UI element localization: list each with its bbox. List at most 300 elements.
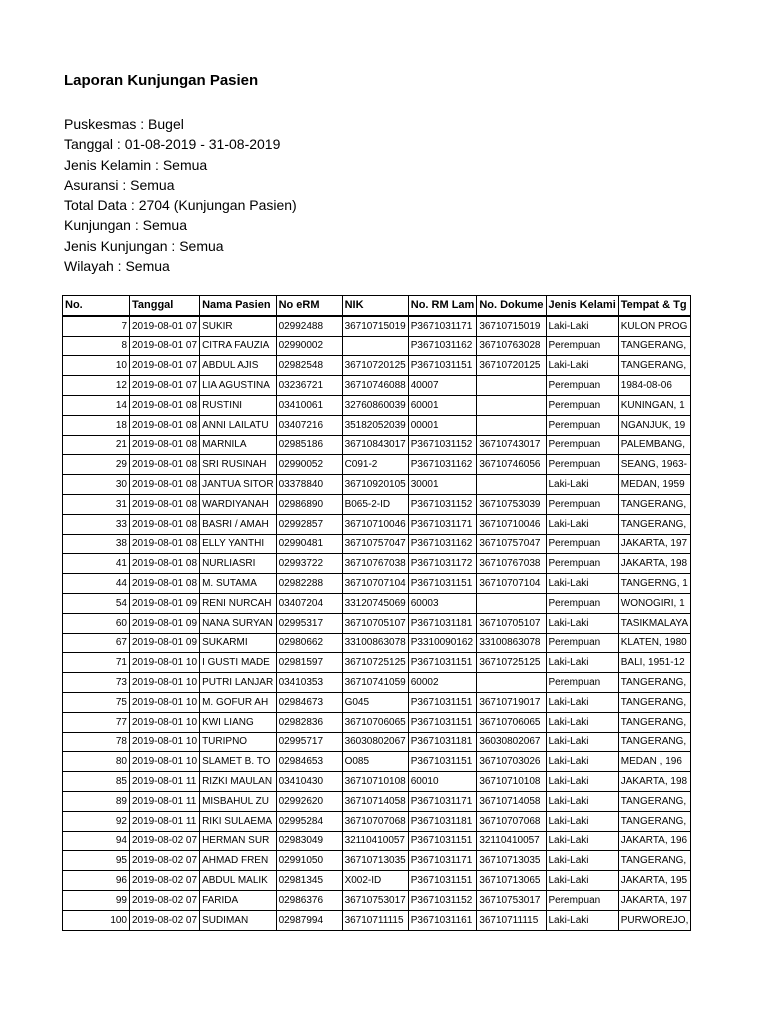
cell-nik: 36710707068 bbox=[342, 811, 408, 831]
cell-patient-name: SRI RUSINAH bbox=[200, 455, 277, 475]
cell-birthplace-date: TANGERANG, bbox=[618, 851, 691, 871]
cell-birthplace-date: TANGERANG, bbox=[618, 732, 691, 752]
cell-nik: 36710920105 bbox=[342, 475, 408, 495]
filter-insurance: Asuransi : Semua bbox=[64, 176, 175, 193]
cell-patient-name: ABDUL AJIS bbox=[200, 356, 277, 376]
cell-gender: Laki-Laki bbox=[546, 851, 618, 871]
cell-birthplace-date: TANGERANG, bbox=[618, 791, 691, 811]
table-row bbox=[63, 910, 691, 930]
cell-birthplace-date: JAKARTA, 196 bbox=[618, 831, 691, 851]
cell-patient-name: SUDIMAN bbox=[200, 910, 277, 930]
cell-document: 36710703026 bbox=[477, 752, 546, 772]
cell-erm: 02982288 bbox=[276, 574, 342, 594]
column-header-date: Tanggal bbox=[130, 296, 200, 316]
cell-nik: 36710767038 bbox=[342, 554, 408, 574]
cell-patient-name: CITRA FAUZIA bbox=[200, 336, 277, 356]
cell-patient-name: SUKIR bbox=[200, 316, 277, 336]
cell-nik: C091-2 bbox=[342, 455, 408, 475]
cell-no: 30 bbox=[63, 475, 130, 495]
cell-no: 89 bbox=[63, 791, 130, 811]
cell-birthplace-date: TASIKMALAYA bbox=[618, 613, 691, 633]
cell-document: 36710707068 bbox=[477, 811, 546, 831]
cell-no: 95 bbox=[63, 851, 130, 871]
cell-birthplace-date: MEDAN , 196 bbox=[618, 752, 691, 772]
cell-patient-name: WARDIYANAH bbox=[200, 494, 277, 514]
cell-birthplace-date: TANGERANG, bbox=[618, 356, 691, 376]
cell-no: 33 bbox=[63, 514, 130, 534]
cell-gender: Laki-Laki bbox=[546, 712, 618, 732]
cell-no: 21 bbox=[63, 435, 130, 455]
cell-gender: Perempuan bbox=[546, 494, 618, 514]
cell-birthplace-date: SEANG, 1963- bbox=[618, 455, 691, 475]
cell-no: 92 bbox=[63, 811, 130, 831]
cell-document bbox=[477, 415, 546, 435]
cell-date: 2019-08-01 07 bbox=[130, 336, 200, 356]
cell-no: 94 bbox=[63, 831, 130, 851]
cell-patient-name: MARNILA bbox=[200, 435, 277, 455]
cell-gender: Perempuan bbox=[546, 376, 618, 396]
cell-erm: 02982548 bbox=[276, 356, 342, 376]
cell-nik: 32110410057 bbox=[342, 831, 408, 851]
column-header-no: No. bbox=[63, 296, 130, 316]
cell-date: 2019-08-01 07 bbox=[130, 376, 200, 396]
cell-birthplace-date: KLATEN, 1980 bbox=[618, 633, 691, 653]
cell-old-rm: P3310090162 bbox=[408, 633, 477, 653]
cell-document: 36710720125 bbox=[477, 356, 546, 376]
table-row bbox=[63, 475, 691, 495]
cell-old-rm: P3671031151 bbox=[408, 692, 477, 712]
table-row bbox=[63, 455, 691, 475]
table-row bbox=[63, 890, 691, 910]
cell-nik: 36710710108 bbox=[342, 772, 408, 792]
cell-patient-name: SUKARMI bbox=[200, 633, 277, 653]
cell-birthplace-date: PALEMBANG, bbox=[618, 435, 691, 455]
cell-date: 2019-08-01 08 bbox=[130, 395, 200, 415]
cell-gender: Perempuan bbox=[546, 554, 618, 574]
table-row bbox=[63, 494, 691, 514]
cell-old-rm: 60003 bbox=[408, 593, 477, 613]
cell-gender: Perempuan bbox=[546, 336, 618, 356]
cell-patient-name: I GUSTI MADE bbox=[200, 653, 277, 673]
cell-no: 99 bbox=[63, 890, 130, 910]
cell-nik: 36710713035 bbox=[342, 851, 408, 871]
cell-no: 12 bbox=[63, 376, 130, 396]
filter-region: Wilayah : Semua bbox=[64, 258, 170, 275]
cell-old-rm: P3671031171 bbox=[408, 791, 477, 811]
cell-birthplace-date: TANGERNG, 1 bbox=[618, 574, 691, 594]
cell-patient-name: JANTUA SITOR bbox=[200, 475, 277, 495]
table-row bbox=[63, 633, 691, 653]
cell-old-rm: P3671031152 bbox=[408, 890, 477, 910]
cell-patient-name: RENI NURCAH bbox=[200, 593, 277, 613]
cell-erm: 03410430 bbox=[276, 772, 342, 792]
table-body bbox=[63, 316, 691, 930]
cell-document: 36710705107 bbox=[477, 613, 546, 633]
cell-old-rm: P3671031181 bbox=[408, 811, 477, 831]
table-header-row bbox=[63, 296, 691, 316]
cell-old-rm: P3671031162 bbox=[408, 455, 477, 475]
cell-birthplace-date: JAKARTA, 198 bbox=[618, 554, 691, 574]
cell-old-rm: P3671031151 bbox=[408, 831, 477, 851]
cell-nik: 36710746088 bbox=[342, 376, 408, 396]
cell-patient-name: RUSTINI bbox=[200, 395, 277, 415]
cell-old-rm: P3671031181 bbox=[408, 613, 477, 633]
cell-nik: 36030802067 bbox=[342, 732, 408, 752]
cell-patient-name: MISBAHUL ZU bbox=[200, 791, 277, 811]
cell-date: 2019-08-01 07 bbox=[130, 356, 200, 376]
cell-birthplace-date: TANGERANG, bbox=[618, 692, 691, 712]
cell-erm: 03410353 bbox=[276, 673, 342, 693]
cell-birthplace-date: TANGERANG, bbox=[618, 514, 691, 534]
cell-date: 2019-08-01 08 bbox=[130, 494, 200, 514]
cell-date: 2019-08-01 11 bbox=[130, 811, 200, 831]
column-header-gender: Jenis Kelami bbox=[546, 296, 618, 316]
cell-gender: Perempuan bbox=[546, 593, 618, 613]
cell-no: 78 bbox=[63, 732, 130, 752]
cell-nik: 36710714058 bbox=[342, 791, 408, 811]
filter-visit-type: Jenis Kunjungan : Semua bbox=[64, 237, 224, 254]
cell-document bbox=[477, 673, 546, 693]
cell-document bbox=[477, 395, 546, 415]
table-row bbox=[63, 752, 691, 772]
cell-erm: 02992488 bbox=[276, 316, 342, 336]
cell-erm: 03407216 bbox=[276, 415, 342, 435]
cell-document bbox=[477, 475, 546, 495]
cell-date: 2019-08-01 08 bbox=[130, 554, 200, 574]
cell-no: 41 bbox=[63, 554, 130, 574]
cell-gender: Perempuan bbox=[546, 455, 618, 475]
cell-erm: 02993722 bbox=[276, 554, 342, 574]
cell-erm: 02990052 bbox=[276, 455, 342, 475]
cell-gender: Perempuan bbox=[546, 534, 618, 554]
cell-gender: Perempuan bbox=[546, 633, 618, 653]
cell-patient-name: M. SUTAMA bbox=[200, 574, 277, 594]
table-row bbox=[63, 871, 691, 891]
cell-erm: 03236721 bbox=[276, 376, 342, 396]
cell-document: 36710710108 bbox=[477, 772, 546, 792]
cell-erm: 02985186 bbox=[276, 435, 342, 455]
cell-gender: Laki-Laki bbox=[546, 692, 618, 712]
cell-erm: 03378840 bbox=[276, 475, 342, 495]
cell-date: 2019-08-01 10 bbox=[130, 732, 200, 752]
cell-erm: 02991050 bbox=[276, 851, 342, 871]
cell-birthplace-date: JAKARTA, 197 bbox=[618, 890, 691, 910]
cell-document: 36710767038 bbox=[477, 554, 546, 574]
cell-no: 10 bbox=[63, 356, 130, 376]
table-row bbox=[63, 415, 691, 435]
filter-puskesmas: Puskesmas : Bugel bbox=[64, 116, 184, 132]
cell-birthplace-date: KUNINGAN, 1 bbox=[618, 395, 691, 415]
cell-no: 14 bbox=[63, 395, 130, 415]
cell-old-rm: P3671031161 bbox=[408, 910, 477, 930]
cell-old-rm: P3671031152 bbox=[408, 435, 477, 455]
cell-patient-name: NANA SURYAN bbox=[200, 613, 277, 633]
cell-gender: Laki-Laki bbox=[546, 732, 618, 752]
column-header-nik: NIK bbox=[342, 296, 408, 316]
table-row bbox=[63, 791, 691, 811]
cell-document: 36710746056 bbox=[477, 455, 546, 475]
cell-document: 36710715019 bbox=[477, 316, 546, 336]
cell-no: 73 bbox=[63, 673, 130, 693]
cell-date: 2019-08-02 07 bbox=[130, 871, 200, 891]
cell-old-rm: P3671031152 bbox=[408, 494, 477, 514]
cell-no: 71 bbox=[63, 653, 130, 673]
cell-erm: 02981597 bbox=[276, 653, 342, 673]
cell-old-rm: P3671031162 bbox=[408, 336, 477, 356]
cell-date: 2019-08-01 08 bbox=[130, 455, 200, 475]
table-row bbox=[63, 712, 691, 732]
table-row bbox=[63, 534, 691, 554]
cell-document: 36710725125 bbox=[477, 653, 546, 673]
cell-erm: 02995284 bbox=[276, 811, 342, 831]
cell-old-rm: 60002 bbox=[408, 673, 477, 693]
cell-date: 2019-08-02 07 bbox=[130, 851, 200, 871]
cell-document: 33100863078 bbox=[477, 633, 546, 653]
cell-date: 2019-08-01 09 bbox=[130, 593, 200, 613]
cell-patient-name: ANNI LAILATU bbox=[200, 415, 277, 435]
table-row bbox=[63, 593, 691, 613]
cell-birthplace-date: JAKARTA, 195 bbox=[618, 871, 691, 891]
cell-document: 36710706065 bbox=[477, 712, 546, 732]
cell-date: 2019-08-01 09 bbox=[130, 613, 200, 633]
cell-old-rm: P3671031151 bbox=[408, 574, 477, 594]
cell-gender: Perempuan bbox=[546, 415, 618, 435]
cell-birthplace-date: 1984-08-06 bbox=[618, 376, 691, 396]
cell-nik: 36710753017 bbox=[342, 890, 408, 910]
cell-date: 2019-08-01 10 bbox=[130, 692, 200, 712]
cell-nik: 36710843017 bbox=[342, 435, 408, 455]
cell-old-rm: P3671031151 bbox=[408, 712, 477, 732]
cell-date: 2019-08-01 08 bbox=[130, 435, 200, 455]
cell-birthplace-date: TANGERANG, bbox=[618, 336, 691, 356]
cell-patient-name: FARIDA bbox=[200, 890, 277, 910]
cell-patient-name: RIZKI MAULAN bbox=[200, 772, 277, 792]
table-row bbox=[63, 692, 691, 712]
cell-document: 36710743017 bbox=[477, 435, 546, 455]
cell-date: 2019-08-01 08 bbox=[130, 534, 200, 554]
cell-document bbox=[477, 376, 546, 396]
cell-document: 36710753039 bbox=[477, 494, 546, 514]
table-row bbox=[63, 831, 691, 851]
cell-no: 80 bbox=[63, 752, 130, 772]
cell-gender: Laki-Laki bbox=[546, 574, 618, 594]
cell-patient-name: RIKI SULAEMA bbox=[200, 811, 277, 831]
cell-document: 36710710046 bbox=[477, 514, 546, 534]
table-row bbox=[63, 336, 691, 356]
cell-document: 36710711115 bbox=[477, 910, 546, 930]
cell-erm: 03407204 bbox=[276, 593, 342, 613]
cell-no: 96 bbox=[63, 871, 130, 891]
cell-nik: X002-ID bbox=[342, 871, 408, 891]
cell-old-rm: 40007 bbox=[408, 376, 477, 396]
cell-nik: 36710741059 bbox=[342, 673, 408, 693]
cell-erm: 02984653 bbox=[276, 752, 342, 772]
cell-erm: 02995317 bbox=[276, 613, 342, 633]
cell-old-rm: P3671031181 bbox=[408, 732, 477, 752]
cell-no: 8 bbox=[63, 336, 130, 356]
table-row bbox=[63, 772, 691, 792]
cell-birthplace-date: TANGERANG, bbox=[618, 494, 691, 514]
cell-patient-name: ELLY YANTHI bbox=[200, 534, 277, 554]
filter-date-range: Tanggal : 01-08-2019 - 31-08-2019 bbox=[64, 136, 281, 153]
cell-birthplace-date: JAKARTA, 198 bbox=[618, 772, 691, 792]
table-row bbox=[63, 673, 691, 693]
column-header-birthplace-date: Tempat & Tg bbox=[618, 296, 691, 316]
filter-visit: Kunjungan : Semua bbox=[64, 217, 187, 234]
cell-erm: 02983049 bbox=[276, 831, 342, 851]
table-row bbox=[63, 613, 691, 633]
cell-nik: G045 bbox=[342, 692, 408, 712]
cell-gender: Laki-Laki bbox=[546, 514, 618, 534]
cell-erm: 02995717 bbox=[276, 732, 342, 752]
cell-gender: Laki-Laki bbox=[546, 316, 618, 336]
table-row bbox=[63, 435, 691, 455]
cell-date: 2019-08-01 08 bbox=[130, 415, 200, 435]
cell-erm: 02992620 bbox=[276, 791, 342, 811]
cell-nik: 36710757047 bbox=[342, 534, 408, 554]
cell-document: 36710753017 bbox=[477, 890, 546, 910]
cell-erm: 02992857 bbox=[276, 514, 342, 534]
table-row bbox=[63, 356, 691, 376]
column-header-document: No. Dokume bbox=[477, 296, 546, 316]
cell-patient-name: BASRI / AMAH bbox=[200, 514, 277, 534]
cell-erm: 02987994 bbox=[276, 910, 342, 930]
cell-no: 7 bbox=[63, 316, 130, 336]
cell-nik: 32760860039 bbox=[342, 395, 408, 415]
cell-date: 2019-08-01 07 bbox=[130, 316, 200, 336]
cell-birthplace-date: JAKARTA, 197 bbox=[618, 534, 691, 554]
cell-patient-name: ABDUL MALIK bbox=[200, 871, 277, 891]
cell-document: 36710707104 bbox=[477, 574, 546, 594]
cell-old-rm: P3671031171 bbox=[408, 316, 477, 336]
cell-date: 2019-08-02 07 bbox=[130, 910, 200, 930]
cell-old-rm: P3671031171 bbox=[408, 514, 477, 534]
cell-gender: Perempuan bbox=[546, 395, 618, 415]
cell-gender: Laki-Laki bbox=[546, 811, 618, 831]
cell-erm: 02981345 bbox=[276, 871, 342, 891]
cell-birthplace-date: MEDAN, 1959 bbox=[618, 475, 691, 495]
cell-erm: 03410061 bbox=[276, 395, 342, 415]
cell-birthplace-date: KULON PROG bbox=[618, 316, 691, 336]
cell-document bbox=[477, 593, 546, 613]
cell-nik: 36710705107 bbox=[342, 613, 408, 633]
cell-old-rm: 60001 bbox=[408, 395, 477, 415]
cell-no: 77 bbox=[63, 712, 130, 732]
table-row bbox=[63, 316, 691, 336]
cell-date: 2019-08-01 11 bbox=[130, 772, 200, 792]
cell-birthplace-date: TANGERANG, bbox=[618, 673, 691, 693]
table-row bbox=[63, 732, 691, 752]
cell-old-rm: P3671031171 bbox=[408, 851, 477, 871]
cell-birthplace-date: TANGERANG, bbox=[618, 811, 691, 831]
cell-nik: 33120745069 bbox=[342, 593, 408, 613]
cell-date: 2019-08-01 10 bbox=[130, 653, 200, 673]
cell-document: 36710719017 bbox=[477, 692, 546, 712]
cell-gender: Laki-Laki bbox=[546, 772, 618, 792]
filter-gender: Jenis Kelamin : Semua bbox=[64, 156, 208, 173]
cell-patient-name: LIA AGUSTINA bbox=[200, 376, 277, 396]
cell-erm: 02980662 bbox=[276, 633, 342, 653]
cell-birthplace-date: BALI, 1951-12 bbox=[618, 653, 691, 673]
cell-no: 67 bbox=[63, 633, 130, 653]
column-header-old-rm: No. RM Lam bbox=[408, 296, 477, 316]
table-row bbox=[63, 554, 691, 574]
cell-date: 2019-08-02 07 bbox=[130, 890, 200, 910]
cell-patient-name: HERMAN SUR bbox=[200, 831, 277, 851]
cell-patient-name: PUTRI LANJAR bbox=[200, 673, 277, 693]
cell-patient-name: NURLIASRI bbox=[200, 554, 277, 574]
cell-no: 18 bbox=[63, 415, 130, 435]
cell-no: 60 bbox=[63, 613, 130, 633]
cell-nik: 36710720125 bbox=[342, 356, 408, 376]
cell-erm: 02990481 bbox=[276, 534, 342, 554]
cell-nik: 36710706065 bbox=[342, 712, 408, 732]
cell-nik: 36710710046 bbox=[342, 514, 408, 534]
table-row bbox=[63, 811, 691, 831]
cell-nik bbox=[342, 336, 408, 356]
cell-gender: Laki-Laki bbox=[546, 910, 618, 930]
cell-document: 32110410057 bbox=[477, 831, 546, 851]
cell-date: 2019-08-01 08 bbox=[130, 574, 200, 594]
column-header-erm: No eRM bbox=[276, 296, 342, 316]
cell-no: 100 bbox=[63, 910, 130, 930]
cell-patient-name: M. GOFUR AH bbox=[200, 692, 277, 712]
cell-erm: 02982836 bbox=[276, 712, 342, 732]
cell-old-rm: P3671031151 bbox=[408, 752, 477, 772]
cell-nik: 36710715019 bbox=[342, 316, 408, 336]
cell-date: 2019-08-01 08 bbox=[130, 514, 200, 534]
cell-nik: 35182052039 bbox=[342, 415, 408, 435]
cell-nik: 36710725125 bbox=[342, 653, 408, 673]
cell-gender: Perempuan bbox=[546, 435, 618, 455]
table-row bbox=[63, 395, 691, 415]
cell-old-rm: P3671031151 bbox=[408, 356, 477, 376]
total-data: Total Data : 2704 (Kunjungan Pasien) bbox=[64, 197, 297, 214]
cell-gender: Laki-Laki bbox=[546, 356, 618, 376]
cell-date: 2019-08-01 08 bbox=[130, 475, 200, 495]
report-title: Laporan Kunjungan Pasien bbox=[64, 72, 259, 89]
cell-patient-name: AHMAD FREN bbox=[200, 851, 277, 871]
cell-erm: 02986376 bbox=[276, 890, 342, 910]
cell-gender: Laki-Laki bbox=[546, 752, 618, 772]
cell-nik: 33100863078 bbox=[342, 633, 408, 653]
cell-gender: Laki-Laki bbox=[546, 871, 618, 891]
cell-date: 2019-08-01 11 bbox=[130, 791, 200, 811]
cell-nik: 36710707104 bbox=[342, 574, 408, 594]
cell-gender: Perempuan bbox=[546, 673, 618, 693]
cell-erm: 02986890 bbox=[276, 494, 342, 514]
cell-date: 2019-08-02 07 bbox=[130, 831, 200, 851]
cell-old-rm: P3671031162 bbox=[408, 534, 477, 554]
cell-erm: 02990002 bbox=[276, 336, 342, 356]
cell-patient-name: SLAMET B. TO bbox=[200, 752, 277, 772]
cell-old-rm: 30001 bbox=[408, 475, 477, 495]
cell-date: 2019-08-01 10 bbox=[130, 752, 200, 772]
cell-date: 2019-08-01 10 bbox=[130, 673, 200, 693]
cell-gender: Laki-Laki bbox=[546, 791, 618, 811]
cell-old-rm: 00001 bbox=[408, 415, 477, 435]
table-row bbox=[63, 574, 691, 594]
patient-visit-table bbox=[62, 295, 691, 931]
cell-gender: Laki-Laki bbox=[546, 475, 618, 495]
cell-no: 31 bbox=[63, 494, 130, 514]
cell-erm: 02984673 bbox=[276, 692, 342, 712]
cell-patient-name: KWI LIANG bbox=[200, 712, 277, 732]
cell-birthplace-date: NGANJUK, 19 bbox=[618, 415, 691, 435]
cell-gender: Laki-Laki bbox=[546, 613, 618, 633]
cell-old-rm: 60010 bbox=[408, 772, 477, 792]
cell-nik: O085 bbox=[342, 752, 408, 772]
